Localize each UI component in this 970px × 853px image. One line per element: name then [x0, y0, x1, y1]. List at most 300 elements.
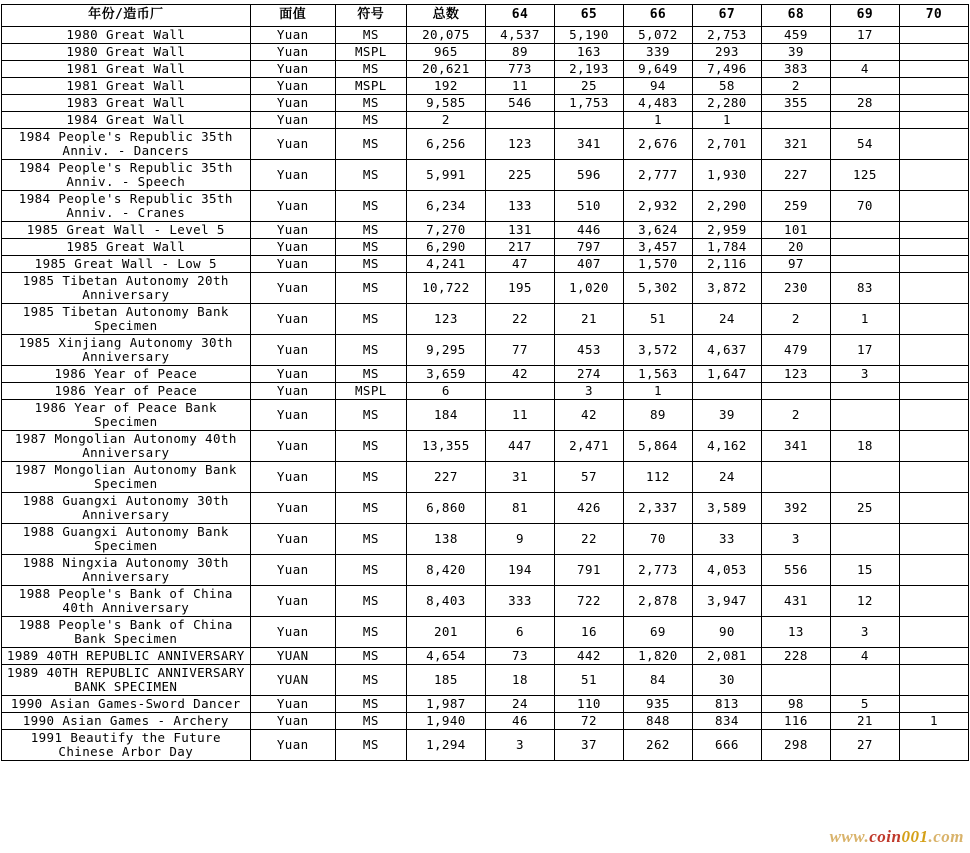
cell-grade-67: 2,753: [692, 26, 761, 43]
cell-grade-66: 2,337: [623, 492, 692, 523]
table-row: [2, 111, 969, 128]
cell-symbol: MS: [335, 60, 406, 77]
cell-denomination: Yuan: [250, 695, 335, 712]
cell-grade-69: [830, 664, 899, 695]
cell-denomination: Yuan: [250, 111, 335, 128]
cell-total: 184: [406, 399, 485, 430]
cell-grade-66: 5,864: [623, 430, 692, 461]
cell-grade-68: 341: [761, 430, 830, 461]
cell-grade-66: 1,563: [623, 365, 692, 382]
table-row: [2, 255, 969, 272]
cell-grade-68: [761, 382, 830, 399]
cell-total: 965: [406, 43, 485, 60]
cell-coin-name: 1983 Great Wall: [2, 94, 251, 111]
cell-denomination: Yuan: [250, 190, 335, 221]
cell-grade-69: 70: [830, 190, 899, 221]
cell-grade-67: 2,116: [692, 255, 761, 272]
cell-grade-65: 25: [554, 77, 623, 94]
cell-grade-70: [899, 255, 968, 272]
cell-grade-65: 797: [554, 238, 623, 255]
cell-denomination: Yuan: [250, 238, 335, 255]
cell-denomination: Yuan: [250, 365, 335, 382]
cell-grade-65: 510: [554, 190, 623, 221]
cell-grade-65: 791: [554, 554, 623, 585]
cell-grade-69: 28: [830, 94, 899, 111]
cell-total: 5,991: [406, 159, 485, 190]
cell-symbol: MSPL: [335, 43, 406, 60]
cell-grade-69: 54: [830, 128, 899, 159]
cell-grade-70: [899, 128, 968, 159]
cell-coin-name: 1985 Great Wall - Low 5: [2, 255, 251, 272]
cell-denomination: Yuan: [250, 128, 335, 159]
column-header-grade-65: 65: [554, 5, 623, 27]
cell-grade-70: [899, 492, 968, 523]
cell-coin-name: 1985 Xinjiang Autonomy 30th Anniversary: [2, 334, 251, 365]
cell-total: 192: [406, 77, 485, 94]
cell-denomination: Yuan: [250, 159, 335, 190]
cell-grade-65: 274: [554, 365, 623, 382]
cell-grade-64: 546: [485, 94, 554, 111]
watermark-prefix: www.: [829, 827, 870, 846]
cell-grade-68: 392: [761, 492, 830, 523]
table-row: [2, 523, 969, 554]
cell-symbol: MS: [335, 238, 406, 255]
cell-grade-68: 321: [761, 128, 830, 159]
table-row: [2, 221, 969, 238]
cell-grade-68: 230: [761, 272, 830, 303]
cell-grade-67: [692, 382, 761, 399]
cell-grade-64: [485, 382, 554, 399]
cell-grade-64: 225: [485, 159, 554, 190]
cell-grade-64: 11: [485, 77, 554, 94]
cell-grade-64: 3: [485, 729, 554, 760]
cell-grade-68: 259: [761, 190, 830, 221]
cell-grade-68: 479: [761, 334, 830, 365]
table-row: [2, 695, 969, 712]
cell-symbol: MS: [335, 664, 406, 695]
cell-grade-67: 39: [692, 399, 761, 430]
cell-grade-68: 3: [761, 523, 830, 554]
cell-grade-65: 72: [554, 712, 623, 729]
cell-symbol: MS: [335, 272, 406, 303]
cell-grade-65: 21: [554, 303, 623, 334]
table-row: [2, 159, 969, 190]
cell-grade-64: 195: [485, 272, 554, 303]
cell-grade-70: [899, 647, 968, 664]
cell-grade-67: 2,290: [692, 190, 761, 221]
cell-grade-68: 383: [761, 60, 830, 77]
coin-population-table: [1, 4, 969, 761]
cell-total: 227: [406, 461, 485, 492]
cell-grade-67: 2,280: [692, 94, 761, 111]
cell-grade-66: 2,777: [623, 159, 692, 190]
cell-denomination: Yuan: [250, 43, 335, 60]
cell-grade-67: 666: [692, 729, 761, 760]
cell-grade-70: [899, 461, 968, 492]
cell-grade-69: 18: [830, 430, 899, 461]
cell-grade-66: 1: [623, 111, 692, 128]
cell-grade-68: 556: [761, 554, 830, 585]
cell-grade-67: 4,053: [692, 554, 761, 585]
cell-grade-65: 446: [554, 221, 623, 238]
table-row: [2, 430, 969, 461]
cell-grade-68: 97: [761, 255, 830, 272]
cell-grade-67: 58: [692, 77, 761, 94]
cell-grade-68: [761, 461, 830, 492]
cell-denomination: Yuan: [250, 303, 335, 334]
cell-grade-69: 83: [830, 272, 899, 303]
cell-grade-66: 848: [623, 712, 692, 729]
cell-grade-68: 20: [761, 238, 830, 255]
cell-grade-69: 125: [830, 159, 899, 190]
cell-grade-64: 131: [485, 221, 554, 238]
cell-coin-name: 1987 Mongolian Autonomy Bank Specimen: [2, 461, 251, 492]
cell-symbol: MS: [335, 492, 406, 523]
cell-grade-64: 18: [485, 664, 554, 695]
cell-grade-65: 37: [554, 729, 623, 760]
cell-denomination: Yuan: [250, 26, 335, 43]
cell-symbol: MS: [335, 255, 406, 272]
cell-denomination: Yuan: [250, 523, 335, 554]
cell-grade-68: 431: [761, 585, 830, 616]
cell-grade-70: [899, 729, 968, 760]
cell-grade-69: [830, 382, 899, 399]
cell-grade-68: 459: [761, 26, 830, 43]
cell-grade-70: 1: [899, 712, 968, 729]
cell-grade-68: 2: [761, 303, 830, 334]
cell-grade-68: 116: [761, 712, 830, 729]
column-header-year-mint: 年份/造币厂: [2, 5, 251, 27]
cell-grade-64: 447: [485, 430, 554, 461]
cell-denomination: YUAN: [250, 647, 335, 664]
cell-symbol: MS: [335, 334, 406, 365]
cell-grade-70: [899, 77, 968, 94]
table-row: [2, 77, 969, 94]
cell-total: 8,403: [406, 585, 485, 616]
cell-grade-66: 89: [623, 399, 692, 430]
cell-total: 2: [406, 111, 485, 128]
cell-grade-70: [899, 585, 968, 616]
cell-grade-65: 426: [554, 492, 623, 523]
cell-symbol: MS: [335, 94, 406, 111]
cell-coin-name: 1985 Great Wall: [2, 238, 251, 255]
cell-grade-67: 293: [692, 43, 761, 60]
cell-symbol: MS: [335, 729, 406, 760]
column-header-symbol: 符号: [335, 5, 406, 27]
cell-grade-67: 24: [692, 303, 761, 334]
column-header-grade-70: 70: [899, 5, 968, 27]
cell-total: 7,270: [406, 221, 485, 238]
cell-denomination: Yuan: [250, 334, 335, 365]
cell-total: 1,294: [406, 729, 485, 760]
cell-total: 138: [406, 523, 485, 554]
cell-denomination: Yuan: [250, 585, 335, 616]
cell-grade-64: [485, 111, 554, 128]
cell-symbol: MS: [335, 616, 406, 647]
table-row: [2, 190, 969, 221]
cell-denomination: Yuan: [250, 399, 335, 430]
cell-grade-66: 51: [623, 303, 692, 334]
cell-grade-65: 16: [554, 616, 623, 647]
cell-grade-64: 81: [485, 492, 554, 523]
cell-grade-68: 2: [761, 399, 830, 430]
cell-grade-69: 17: [830, 26, 899, 43]
cell-grade-65: 341: [554, 128, 623, 159]
table-header: [2, 5, 969, 27]
cell-grade-65: 596: [554, 159, 623, 190]
column-header-grade-64: 64: [485, 5, 554, 27]
cell-denomination: Yuan: [250, 221, 335, 238]
table-row: [2, 585, 969, 616]
table-row: [2, 729, 969, 760]
cell-grade-66: 4,483: [623, 94, 692, 111]
cell-grade-70: [899, 399, 968, 430]
cell-grade-70: [899, 695, 968, 712]
cell-grade-69: 12: [830, 585, 899, 616]
cell-grade-66: 84: [623, 664, 692, 695]
cell-grade-67: 3,589: [692, 492, 761, 523]
cell-grade-65: 453: [554, 334, 623, 365]
cell-coin-name: 1989 40TH REPUBLIC ANNIVERSARY: [2, 647, 251, 664]
cell-grade-70: [899, 334, 968, 365]
cell-coin-name: 1988 Ningxia Autonomy 30th Anniversary: [2, 554, 251, 585]
cell-total: 3,659: [406, 365, 485, 382]
cell-grade-67: 813: [692, 695, 761, 712]
cell-grade-67: 1,930: [692, 159, 761, 190]
cell-total: 13,355: [406, 430, 485, 461]
cell-grade-67: 2,959: [692, 221, 761, 238]
cell-grade-67: 834: [692, 712, 761, 729]
cell-symbol: MS: [335, 128, 406, 159]
cell-total: 20,075: [406, 26, 485, 43]
cell-coin-name: 1984 People's Republic 35th Anniv. - Dancers: [2, 128, 251, 159]
cell-symbol: MS: [335, 190, 406, 221]
cell-total: 8,420: [406, 554, 485, 585]
cell-grade-64: 89: [485, 43, 554, 60]
cell-grade-66: 262: [623, 729, 692, 760]
cell-grade-69: 17: [830, 334, 899, 365]
cell-denomination: Yuan: [250, 492, 335, 523]
cell-total: 20,621: [406, 60, 485, 77]
watermark: [830, 827, 964, 847]
cell-symbol: MS: [335, 365, 406, 382]
cell-grade-70: [899, 190, 968, 221]
cell-grade-66: 2,932: [623, 190, 692, 221]
table-body: [2, 26, 969, 760]
table-row: [2, 492, 969, 523]
cell-grade-67: 1,647: [692, 365, 761, 382]
table-row: [2, 712, 969, 729]
cell-grade-66: 1: [623, 382, 692, 399]
cell-coin-name: 1985 Great Wall - Level 5: [2, 221, 251, 238]
cell-grade-70: [899, 111, 968, 128]
cell-grade-66: 3,572: [623, 334, 692, 365]
cell-grade-70: [899, 430, 968, 461]
cell-grade-70: [899, 94, 968, 111]
cell-grade-64: 4,537: [485, 26, 554, 43]
table-row: [2, 94, 969, 111]
cell-denomination: Yuan: [250, 77, 335, 94]
cell-grade-64: 123: [485, 128, 554, 159]
table-row: [2, 664, 969, 695]
cell-grade-64: 47: [485, 255, 554, 272]
cell-grade-66: 935: [623, 695, 692, 712]
cell-coin-name: 1985 Tibetan Autonomy Bank Specimen: [2, 303, 251, 334]
cell-grade-65: 57: [554, 461, 623, 492]
cell-denomination: Yuan: [250, 94, 335, 111]
cell-grade-64: 217: [485, 238, 554, 255]
cell-coin-name: 1984 People's Republic 35th Anniv. - Cranes: [2, 190, 251, 221]
cell-coin-name: 1990 Asian Games-Sword Dancer: [2, 695, 251, 712]
cell-symbol: MS: [335, 303, 406, 334]
cell-grade-64: 9: [485, 523, 554, 554]
cell-grade-69: [830, 461, 899, 492]
cell-grade-65: 110: [554, 695, 623, 712]
cell-grade-67: 4,162: [692, 430, 761, 461]
cell-symbol: MS: [335, 523, 406, 554]
cell-grade-65: 407: [554, 255, 623, 272]
cell-total: 4,241: [406, 255, 485, 272]
cell-total: 6,860: [406, 492, 485, 523]
cell-grade-70: [899, 272, 968, 303]
cell-denomination: Yuan: [250, 554, 335, 585]
cell-grade-64: 6: [485, 616, 554, 647]
cell-grade-64: 773: [485, 60, 554, 77]
cell-coin-name: 1984 People's Republic 35th Anniv. - Speech: [2, 159, 251, 190]
cell-coin-name: 1987 Mongolian Autonomy 40th Anniversary: [2, 430, 251, 461]
cell-total: 10,722: [406, 272, 485, 303]
cell-grade-68: 39: [761, 43, 830, 60]
cell-grade-68: 123: [761, 365, 830, 382]
cell-grade-70: [899, 664, 968, 695]
cell-coin-name: 1984 Great Wall: [2, 111, 251, 128]
column-header-grade-69: 69: [830, 5, 899, 27]
table-row: [2, 238, 969, 255]
column-header-grade-66: 66: [623, 5, 692, 27]
cell-total: 6,290: [406, 238, 485, 255]
cell-coin-name: 1988 Guangxi Autonomy Bank Specimen: [2, 523, 251, 554]
cell-grade-67: 90: [692, 616, 761, 647]
cell-total: 185: [406, 664, 485, 695]
table-row: [2, 272, 969, 303]
cell-total: 9,295: [406, 334, 485, 365]
cell-symbol: MS: [335, 695, 406, 712]
cell-grade-64: 22: [485, 303, 554, 334]
cell-coin-name: 1986 Year of Peace: [2, 365, 251, 382]
cell-grade-66: 2,878: [623, 585, 692, 616]
cell-grade-64: 42: [485, 365, 554, 382]
table-row: [2, 616, 969, 647]
cell-grade-68: 227: [761, 159, 830, 190]
cell-grade-67: 2,081: [692, 647, 761, 664]
cell-grade-68: [761, 111, 830, 128]
cell-symbol: MS: [335, 430, 406, 461]
cell-total: 6,256: [406, 128, 485, 159]
cell-grade-69: 21: [830, 712, 899, 729]
table-row: [2, 60, 969, 77]
cell-grade-70: [899, 159, 968, 190]
cell-total: 123: [406, 303, 485, 334]
cell-grade-70: [899, 60, 968, 77]
cell-coin-name: 1981 Great Wall: [2, 77, 251, 94]
cell-grade-66: 3,457: [623, 238, 692, 255]
cell-denomination: Yuan: [250, 729, 335, 760]
cell-total: 9,585: [406, 94, 485, 111]
cell-grade-67: 1: [692, 111, 761, 128]
cell-grade-66: 3,624: [623, 221, 692, 238]
cell-grade-66: 2,676: [623, 128, 692, 159]
cell-grade-68: 298: [761, 729, 830, 760]
cell-grade-65: 2,193: [554, 60, 623, 77]
cell-grade-64: 77: [485, 334, 554, 365]
cell-symbol: MS: [335, 159, 406, 190]
cell-grade-69: [830, 238, 899, 255]
cell-grade-64: 133: [485, 190, 554, 221]
column-header-grade-67: 67: [692, 5, 761, 27]
cell-grade-66: 2,773: [623, 554, 692, 585]
cell-denomination: Yuan: [250, 382, 335, 399]
cell-grade-64: 46: [485, 712, 554, 729]
cell-grade-66: 112: [623, 461, 692, 492]
cell-symbol: MS: [335, 461, 406, 492]
cell-symbol: MSPL: [335, 77, 406, 94]
cell-grade-67: 1,784: [692, 238, 761, 255]
cell-grade-69: 15: [830, 554, 899, 585]
cell-grade-65: 51: [554, 664, 623, 695]
cell-grade-64: 73: [485, 647, 554, 664]
cell-grade-67: 7,496: [692, 60, 761, 77]
cell-grade-70: [899, 365, 968, 382]
cell-grade-66: 5,302: [623, 272, 692, 303]
cell-denomination: Yuan: [250, 712, 335, 729]
cell-grade-69: 4: [830, 60, 899, 77]
watermark-001: 001: [901, 827, 929, 846]
cell-coin-name: 1981 Great Wall: [2, 60, 251, 77]
cell-grade-65: 2,471: [554, 430, 623, 461]
cell-grade-69: [830, 77, 899, 94]
column-header-total: 总数: [406, 5, 485, 27]
cell-grade-69: 3: [830, 616, 899, 647]
cell-symbol: MS: [335, 554, 406, 585]
cell-grade-70: [899, 382, 968, 399]
cell-grade-67: 3,872: [692, 272, 761, 303]
table-row: [2, 128, 969, 159]
table-row: [2, 399, 969, 430]
cell-symbol: MS: [335, 399, 406, 430]
cell-grade-65: 1,020: [554, 272, 623, 303]
table-row: [2, 647, 969, 664]
cell-grade-69: 3: [830, 365, 899, 382]
cell-coin-name: 1988 People's Bank of China Bank Specimen: [2, 616, 251, 647]
cell-grade-70: [899, 303, 968, 334]
cell-grade-69: 25: [830, 492, 899, 523]
cell-grade-69: 27: [830, 729, 899, 760]
cell-symbol: MS: [335, 221, 406, 238]
cell-grade-70: [899, 616, 968, 647]
cell-total: 1,940: [406, 712, 485, 729]
cell-grade-69: [830, 43, 899, 60]
cell-grade-68: 228: [761, 647, 830, 664]
cell-grade-66: 69: [623, 616, 692, 647]
cell-grade-67: 4,637: [692, 334, 761, 365]
column-header-grade-68: 68: [761, 5, 830, 27]
cell-grade-66: 9,649: [623, 60, 692, 77]
cell-denomination: Yuan: [250, 255, 335, 272]
cell-grade-69: 5: [830, 695, 899, 712]
cell-total: 1,987: [406, 695, 485, 712]
cell-grade-65: 22: [554, 523, 623, 554]
cell-grade-67: 24: [692, 461, 761, 492]
